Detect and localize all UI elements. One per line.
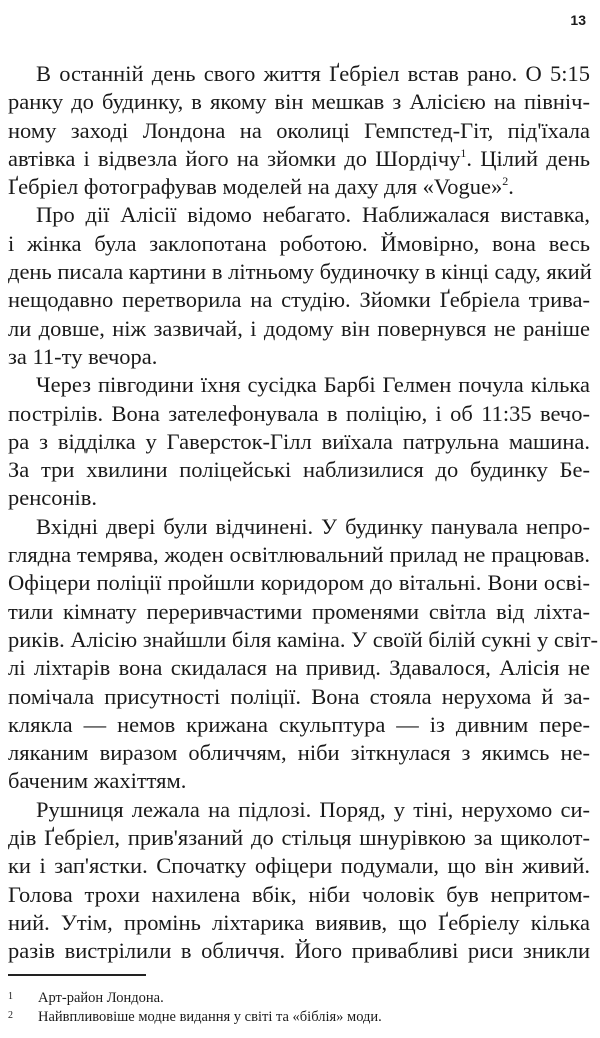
line-text: За три хвилини поліцейські наблизилися до будинку Бе- [8,457,590,483]
text-line [8,598,590,626]
line-text: Через півгодини їхня сусідка Барбі Гелмен почула кілька [36,372,590,398]
text-line [8,824,590,852]
line-text: ренсонів. [8,485,98,511]
text-line [8,569,590,597]
line-text: автівка і відвезла його на зйомки до Шордічу [8,145,461,171]
footnote-mark: 2 [8,1010,13,1021]
footnote-1 [8,990,164,1007]
text-line [8,852,590,880]
line-text: риків. Алісію знайшли біля каміна. У своїй білій сукні у світ- [8,626,599,652]
line-text: помічала присутності поліції. Вона стояла нерухома й за- [8,683,590,709]
line-text: Про дії Алісії відомо небагато. Наближалася виставка, [36,202,590,228]
text-line [8,60,590,88]
line-text: за 11-ту вечора. [8,343,158,369]
text-line [8,88,590,116]
line-text: . Цілий день [466,145,591,171]
text-line [8,371,590,399]
text-line [8,117,590,145]
text-line [8,881,590,909]
text-line [8,739,590,767]
line-text: Рушниця лежала на підлозі. Поряд, у тіні, нерухомо си- [36,796,590,822]
line-text: тили кімнату переривчастими променями світла від ліхта- [8,598,590,624]
line-text: глядна темрява, жоден освітлювальний прилад не працював. [8,542,590,568]
line-text: ляканим виразом обличчям, ніби зіткнулася з якимсь не- [8,740,590,766]
line-text: ра з відділка у Гаверсток-Гілл виїхала патрульна машина. [8,428,590,454]
text-line [8,230,590,258]
page-number: 13 [570,12,586,28]
text-line [8,767,590,795]
line-text: Вхідні двері були відчинені. У будинку панувала непро- [36,513,590,539]
text-line [8,654,590,682]
line-text: день писала картини в літньому будиночку в кінці саду, який [8,259,592,285]
line-text: лі ліхтарів вона скидалася на привид. Здавалося, Алісія не [8,655,590,681]
line-text: В останній день свого життя Ґебріел встав рано. О 5:15 [36,61,590,86]
footnote-reference: 1 [460,145,467,160]
line-text: і жінка була заклопотана роботою. Ймовірно, вона весь [8,230,590,256]
text-line [8,909,590,937]
line-text: . [508,174,514,200]
line-text: Ґебріел фотографував моделей на даху для «Vogue» [8,174,503,200]
text-line [8,315,590,343]
text-line [8,173,590,201]
line-text: нещодавно перетворила на студію. Зйомки Ґебріела трива- [8,287,590,313]
line-text: ний. Утім, промінь ліхтарика виявив, що Ґебріелу кілька [8,909,590,935]
text-line [8,145,590,173]
text-line [8,484,590,512]
line-text: пострілів. Вона зателефонувала в поліцію, і об 11:35 вечо- [8,400,590,426]
line-text: Офіцери поліції пройшли коридором до вітальні. Вони осві- [8,570,590,596]
line-text: баченим жахіттям. [8,768,187,794]
text-line [8,513,590,541]
text-line [8,937,590,965]
text-line [8,400,590,428]
footnote-divider [8,974,146,976]
text-line [8,201,590,229]
text-line [8,796,590,824]
text-line [8,683,590,711]
line-text: ли довше, ніж зазвичай, і додому він повернувся не раніше [8,315,590,341]
line-text: ному заході Лондона на околиці Гемпстед-Гіт, під'їхала [8,117,590,143]
text-line [8,456,590,484]
footnote-text: Найвпливовіше модне видання у світі та «біблія» моди. [38,1009,382,1025]
line-text: ранку до будинку, в якому він мешкав з Алісією на північ- [8,89,590,115]
line-text: дів Ґебріел, прив'язаний до стільця шнурівкою за щиколот- [8,825,590,851]
text-line [8,258,590,286]
text-line [8,541,590,569]
line-text: клякла — немов крижана скульптура — із дивним пере- [8,711,590,737]
text-line [8,626,599,654]
text-line [8,286,590,314]
footnote-text: Арт-район Лондона. [38,990,164,1006]
body-text [8,60,599,966]
line-text: ки і зап'ястки. Спочатку офіцери подумали, що він живий. [8,853,590,879]
footnote-2 [8,1009,382,1026]
line-text: Голова трохи нахилена вбік, ніби чоловік був непритом- [8,881,590,907]
text-line [8,428,590,456]
footnote-mark: 1 [8,991,13,1002]
text-line [8,343,590,371]
footnote-reference: 2 [502,174,509,189]
text-line [8,711,590,739]
line-text: разів вистрілили в обличчя. Його привабливі риси зникли [8,938,590,964]
